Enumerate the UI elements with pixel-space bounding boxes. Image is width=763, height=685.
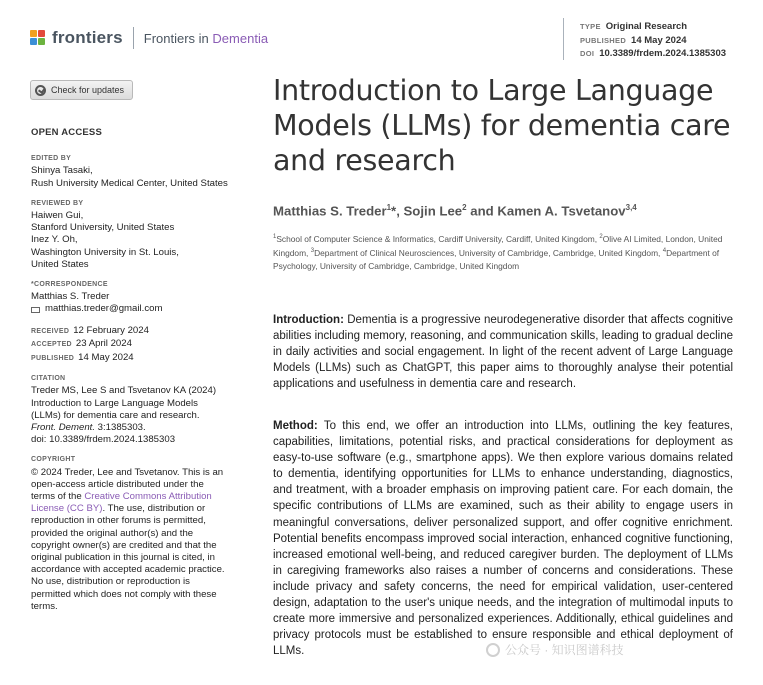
meta-divider [563, 18, 564, 60]
author-sup: 2 [462, 203, 467, 212]
cc-license-link[interactable]: Creative Commons Attribution [84, 490, 212, 502]
frontiers-logo-icon [30, 30, 47, 47]
type-label: TYPE [580, 22, 601, 31]
frontiers-logo[interactable] [30, 27, 268, 49]
copyright-line: terms. [31, 600, 58, 612]
intro-heading: Introduction: [273, 314, 344, 326]
citation-line: Introduction to Large Language Models [31, 397, 198, 409]
watermark-text: 公众号 · 知识图谱科技 [505, 643, 624, 657]
accepted-label: ACCEPTED [31, 341, 72, 349]
open-access-label: OPEN ACCESS [31, 127, 103, 138]
brand-name: frontiers [52, 28, 123, 47]
received-date: 12 February 2024 [73, 324, 149, 336]
copyright-line: reproduction in other forums is permitted, [31, 515, 206, 527]
correspondence-label: *CORRESPONDENCE [31, 281, 108, 289]
affiliation: School of Computer Science & Informatics, Cardiff University, Cardiff, United Kingdom, [276, 233, 600, 244]
copyright-line: © 2024 Treder, Lee and Tsvetanov. This is an [31, 466, 224, 478]
reviewer-line: Stanford University, United States [31, 222, 175, 234]
copyright-line: terms of the [31, 490, 85, 502]
citation-label: CITATION [31, 375, 66, 383]
affil-sup: 1 [273, 234, 277, 240]
check-icon [35, 85, 46, 96]
reviewed-by [31, 210, 236, 271]
published-date: 14 May 2024 [78, 351, 134, 363]
reviewer-line: Washington University in St. Louis, [31, 246, 179, 258]
article-title: Introduction to Large Language Models (LLMs) for dementia care and research [273, 74, 731, 177]
copyright-line: No use, distribution or reproduction is [31, 576, 190, 588]
author-sup: 3,4 [625, 203, 637, 212]
citation-doi[interactable]: doi: 10.3389/frdem.2024.1385303 [31, 434, 176, 446]
reviewer-line: Inez Y. Oh, [31, 234, 78, 246]
edited-by-label: EDITED BY [31, 155, 72, 163]
copyright [31, 467, 236, 613]
correspondence-email[interactable]: matthias.treder@gmail.com [45, 303, 163, 315]
correspondence-name: Matthias S. Treder [31, 291, 110, 303]
affil-sup: 3 [310, 248, 315, 255]
article-meta [580, 20, 726, 61]
abstract-introduction [273, 312, 733, 392]
copyright-line: permitted which does not comply with these [31, 588, 217, 600]
author-name[interactable]: and Kamen A. Tsvetanov [466, 203, 626, 219]
affiliation: Olive AI Limited, London, United Kingdom, [273, 233, 723, 259]
method-heading: Method: [273, 420, 318, 432]
citation-line: (LLMs) for dementia care and research. [31, 409, 200, 421]
article-dates [31, 325, 236, 366]
citation-journal: Front. Dement. [31, 421, 95, 433]
journal-name [144, 31, 268, 46]
author-name[interactable]: , Sojin Lee [396, 203, 463, 219]
received-label: RECEIVED [31, 327, 70, 335]
citation [31, 385, 236, 446]
published-label-left: PUBLISHED [31, 354, 75, 362]
citation-volume: 3:1385303. [94, 421, 146, 433]
envelope-icon [31, 307, 40, 313]
accepted-date: 23 April 2024 [75, 338, 132, 350]
affil-sup: 4 [662, 248, 667, 255]
editor-line: Rush University Medical Center, United States [31, 177, 228, 189]
author-list [273, 203, 637, 218]
copyright-line: . The use, distribution or [102, 503, 206, 515]
logo-divider [133, 27, 134, 49]
check-for-updates-button[interactable] [30, 80, 133, 100]
editor-line: Shinya Tasaki, [31, 165, 93, 177]
copyright-line: original publication in this journal is cited, in [31, 551, 215, 563]
journal-accent: Dementia [212, 30, 269, 46]
correspondence [31, 291, 236, 315]
intro-text: Dementia is a progressive neurodegenerative disorder that affects cognitive abilities including memory, reasoning, and communication skills, leading to gradual decline in daily activities and social engagement. In light of the recent advent of Large Language Models (LLMs) such as ChatGPT, this paper aims to thoroughly analyse their potential applications and usefulness in dementia care and research. [273, 314, 733, 391]
watermark-icon [486, 643, 500, 657]
reviewed-by-label: REVIEWED BY [31, 199, 84, 207]
author-sup: 1 [386, 203, 392, 212]
check-for-updates-label: Check for updates [51, 85, 125, 95]
reviewer-line: United States [31, 258, 89, 270]
copyright-line: open-access article distributed under the [31, 478, 204, 490]
reviewer-line: Haiwen Gui, [31, 210, 84, 222]
affil-sup: 2 [599, 234, 603, 240]
cc-by-link[interactable]: License (CC BY) [31, 503, 103, 515]
abstract-method [273, 418, 733, 659]
email-link[interactable] [31, 303, 236, 315]
published-label: PUBLISHED [580, 35, 627, 45]
doi-label: DOI [580, 49, 595, 58]
journal-prefix: Frontiers in [143, 30, 209, 46]
copyright-line: accordance with accepted academic practice. [31, 564, 225, 576]
affiliations [273, 231, 733, 272]
doi-value[interactable]: 10.3389/frdem.2024.1385303 [599, 48, 727, 59]
type-value: Original Research [605, 21, 688, 32]
copyright-line: provided the original author(s) and the [31, 527, 194, 539]
copyright-line: copyright owner(s) are credited and that the [31, 539, 217, 551]
published-value: 14 May 2024 [631, 34, 687, 46]
edited-by [31, 165, 236, 189]
affiliation: Department of Clinical Neurosciences, University of Cambridge, Cambridge, United Kingdom, [314, 248, 663, 259]
corresponding-star: * [391, 203, 397, 219]
copyright-label: COPYRIGHT [31, 456, 76, 464]
author-name[interactable]: Matthias S. Treder [273, 203, 387, 219]
affiliation: Department of Psychology, University of Cambridge, Cambridge, United Kingdom [273, 248, 720, 271]
left-sidebar [31, 127, 236, 614]
method-text: To this end, we offer an introduction into LLMs, outlining the key features, capabilities, limitations, potential risks, and practical considerations for deployment as easy-to-use software (e.g., smartphone apps). We then explore various domains related to dementia, identifying opportunities for LLMs to enhance understanding, diagnostics, and treatment, with a broader emphasis on improving patient care. For each domain, the specific contributions of LLMs are examined, such as their ability to engage users in meaningful conversations, deliver personalized support, and offer cognitive enrichment. Potential benefits encompass improved social interaction, enhanced cognitive functioning, increased emotional well-being, and reduced caregiver burden. The deployment of LLMs in caregiving frameworks also raises a number of concerns and considerations. These include privacy and safety concerns, the need for empirical validation, user-centered design, adaptation to the user's unique needs, and the integration of multimodal inputs to create more immersive and personalized experiences. Additionally, ethical guidelines and privacy protocols must be established to ensure responsible and ethical deployment of LLMs. [273, 420, 733, 658]
citation-line: Treder MS, Lee S and Tsvetanov KA (2024) [31, 385, 217, 397]
watermark [486, 641, 624, 658]
